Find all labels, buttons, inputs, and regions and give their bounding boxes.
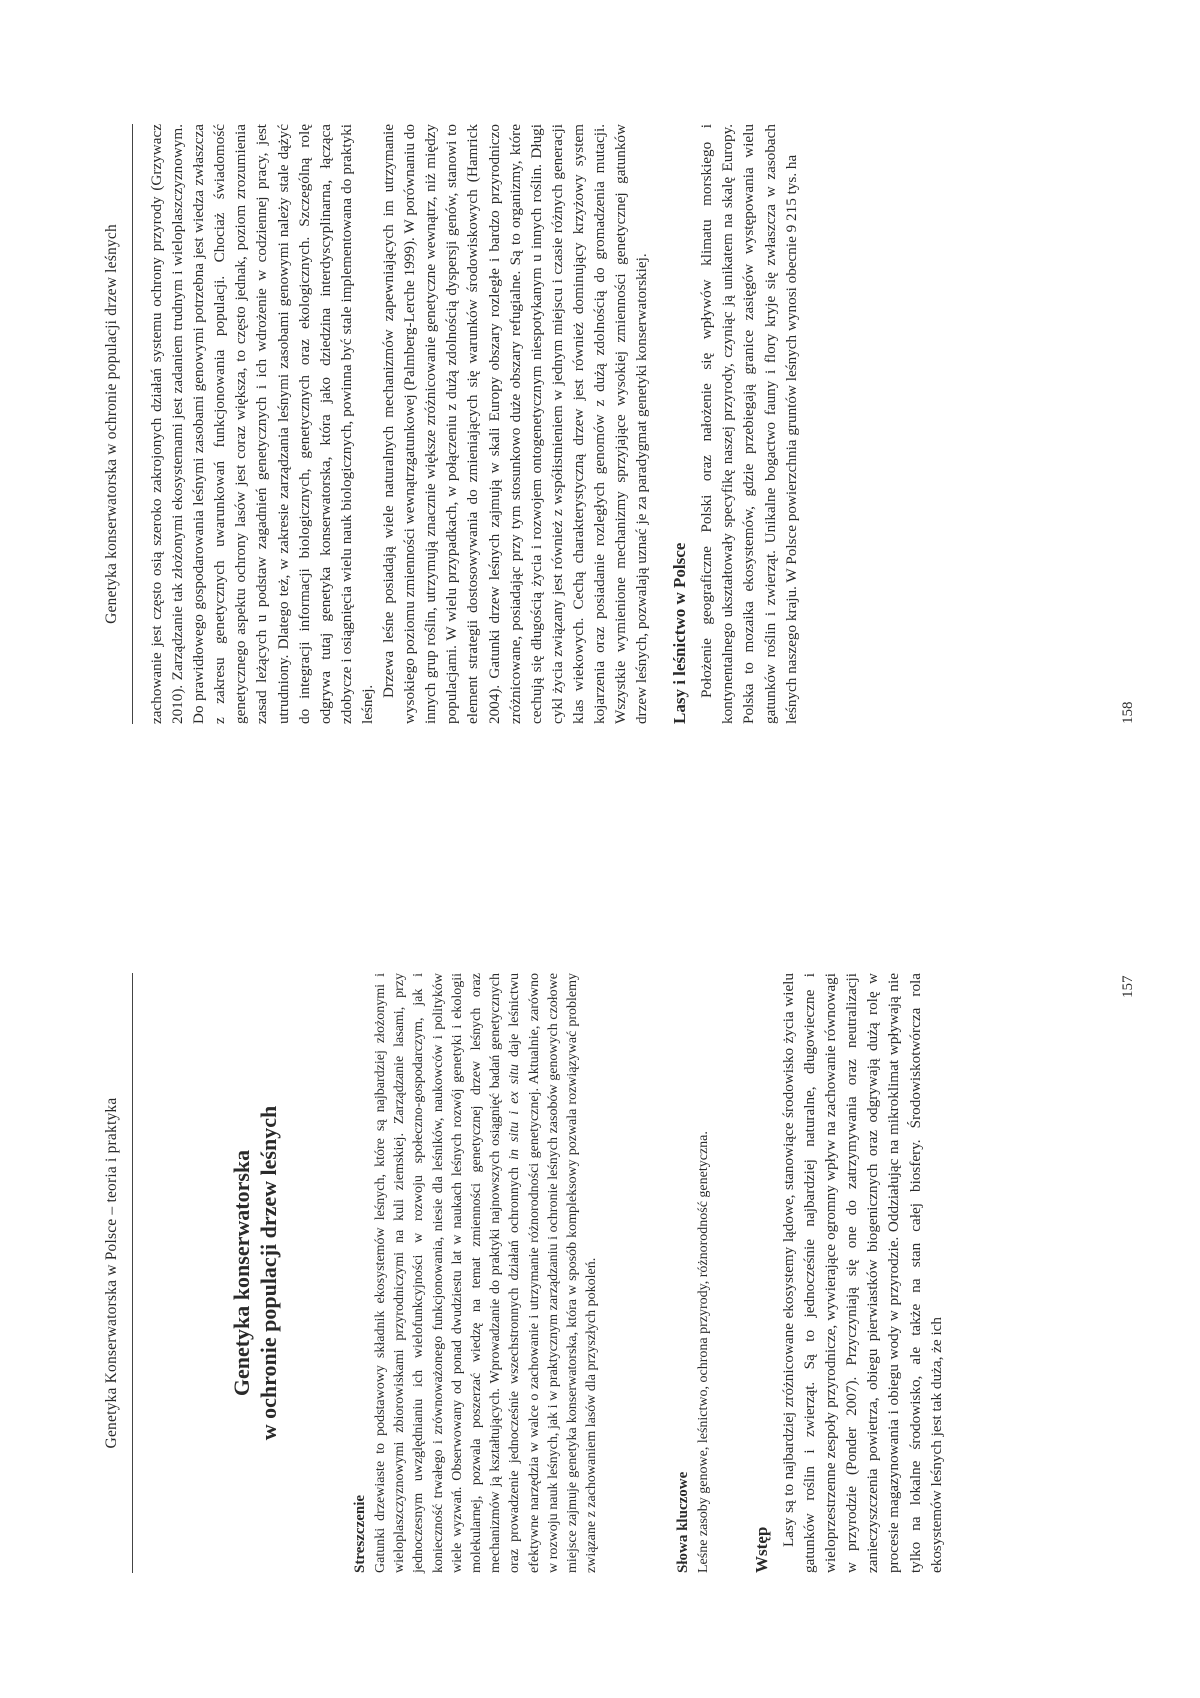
body-paragraph-1: zachowanie jest często osią szeroko zakrojonych działań systemu ochrony przyrody (Grzywacz 2010). Zarządzanie tak złożonymi ekosystemami jest zadaniem trudnym i wieloplaszczyznowym. Do prawidłowego gospodarowania leśnymi zasobami genowymi potrzebna jest wiedza zwłaszcza z zakresu genetycznych uwarunkowań funkcjonowania populacji. Chociaż świadomość genetycznego aspektu ochrony lasów jest coraz większa, to często jednak, poziom zrozumienia zasad leżących u podstaw zagadnień genetycznych i ich wdrożenie w codziennej pracy, jest utrudniony. Dlatego też, w zakresie zarządzania leśnymi zasobami genowymi należy stale dążyć do integracji informacji biologicznych, genetycznych oraz ekologicznych. Szczególną rolę odgrywa tutaj genetyka konserwatorska, która jako dziedzina interdyscyplinarna, łącząca zdobycze i osiągnięcia wielu nauk biologicznych, powinna być stale implementowana do praktyki leśnej. xyxy=(148,124,376,724)
body-paragraph-2: Drzewa leśne posiadają wiele naturalnych mechanizmów zapewniających im utrzymanie wysokiego poziomu zmienności wewnątrzgatunkowej (Palmberg-Lerche 1999). W porównaniu do innych grup roślin, utrzymują znacznie większe zróżnicowanie genetyczne wewnątrz, niż między populacjami. W wielu przypadkach, w połączeniu z dużą zdolnością dyspersji genów, stanowi to element strategii dostosowywania do zmieniających się warunków środowiskowych (Hamrick 2004). Gatunki drzew leśnych zajmują w skali Europy obszary rozległe i bardzo przyrodniczo zróżnicowane, posiadając przy tym stosunkowo duże obszary refugialne. Są to organizmy, które cechują się długością życia i rozwojem ontogenetycznym niespotykanym u innych roślin. Długi cykl życia związany jest również z współistnieniem w jednym miejscu i czasie różnych generacji klas wiekowych. Cechą charakterystyczną drzew jest również dominujący krzyżowy system kojarzenia oraz posiadanie rozległych genomów z dużą zdolnością do gromadzenia mutacji. Wszystkie wymienione mechanizmy sprzyjające wysokiej zmienności genetycznej gatunków drzew leśnych, pozwalają uznać je za paradygmat genetyki konserwatorskiej. xyxy=(380,124,651,724)
running-head-right: Genetyka konserwatorska w ochronie populacji drzew leśnych xyxy=(103,224,120,624)
abstract-italic-phrase: in situ i ex situ xyxy=(507,1064,523,1160)
abstract-heading: Streszczenie xyxy=(352,1494,368,1573)
abstract-section xyxy=(352,973,601,1573)
intro-section xyxy=(752,973,947,1573)
body-paragraph-3: Położenie geograficzne Polski oraz nałożenie się wpływów klimatu morskiego i kontynentalnego ukształtowały specyfikę naszej przyrody, czyniąc ją unikatem na skalę Europy. Polska to mozaika ekosystemów, gdzie przebiegają granice zasięgów występowania wielu gatunków roślin i zwierząt. Unikalne bogactwo fauny i flory kryje się zwłaszcza w zasobach leśnych naszego kraju. W Polsce powierzchnia gruntów leśnych wynosi obecnie 9 215 tys. ha xyxy=(698,124,800,724)
section-heading-forests: Lasy i leśnictwo w Polsce xyxy=(670,542,690,724)
article-title xyxy=(228,973,282,1573)
intro-heading: Wstęp xyxy=(752,1526,771,1573)
article-title-line-2: w ochronie populacji drzew leśnych xyxy=(256,1105,281,1441)
keywords-text: Leśne zasoby genowe, leśnictwo, ochrona przyrody, różnorodność genetyczna. xyxy=(696,1131,711,1573)
article-title-line-1: Genetyka konserwatorska xyxy=(229,1149,254,1397)
left-page xyxy=(0,849,1200,1698)
page-number-left: 157 xyxy=(1120,975,1136,998)
page-number-right: 158 xyxy=(1120,701,1136,724)
intro-text: Lasy są to najbardziej zróżnicowane ekosystemy lądowe, stanowiące środowisko życia wielu gatunków roślin i zwierząt. Są to jednocześnie najbardziej naturalne, długowieczne i wieloprzestrzenne zespoły przyrodnicze, wywierające ogromny wpływ na zachowanie równowagi w przyrodzie (Ponder 2007). Przyczyniają się one do zatrzymywania oraz neutralizacji zanieczyszczenia powietrza, obiegu pierwiastków biogenicznych oraz odgrywają dużą rolę w procesie magazynowania i obiegu wody w przyrodzie. Oddziałując na mikroklimat wpływają nie tylko na lokalne środowisko, ale także na stan całej biosfery. Środowiskotwórcza rola ekosystemów leśnych jest tak duża, że ich xyxy=(780,973,945,1573)
abstract-text-part-1: Gatunki drzewiaste to podstawowy składnik ekosystemów leśnych, które są najbardziej złożonymi i wieloplaszczyznowymi zbiorowiskami przyrodniczymi na kuli ziemskiej. Zarządzanie lasami, przy jednoczesnym uwzględnianiu ich wielofunkcyjności w rozwoju społeczno-gospodarczym, jak i konieczność trwałego i zrównoważonego funkcjonowania, niesie dla leśników, naukowców i polityków wiele wyzwań. Obserwowany od ponad dwudziestu lat w naukach leśnych rozwój genetyki i ekologii molekularnej, pozwala poszerzać wiedzę na temat zmienności genetycznej drzew leśnych oraz mechanizmów ją kształtujących. Wprowadzanie do praktyki najnowszych osiągnięć badań genetycznych oraz prowadzenie jednocześnie wszechstronnych działań ochronnych xyxy=(373,973,523,1573)
keywords-section xyxy=(675,973,713,1573)
running-head-left: Genetyka Konserwatorska w Polsce – teoria i praktyka xyxy=(103,1097,120,1449)
abstract-text-part-2: daje leśnictwu efektywne narzędzia w walce o zachowanie i utrzymanie różnorodności genetycznej. Aktualnie, zarówno w rozwoju nauk leśnych, jak i w praktycznym zarządzaniu i ochronie leśnych zasobów genowych czołowe miejsce zajmuje genetyka konserwatorska, która w sposób kompleksowy pozwala rozwiązywać problemy związane z zachowaniem lasów dla przyszłych pokoleń. xyxy=(507,973,600,1573)
keywords-heading: Słowa kluczowe xyxy=(675,1471,691,1573)
header-rule-left xyxy=(132,973,133,1573)
header-rule-right xyxy=(132,124,133,724)
abstract-text xyxy=(371,973,601,1573)
right-page-body xyxy=(146,124,802,724)
